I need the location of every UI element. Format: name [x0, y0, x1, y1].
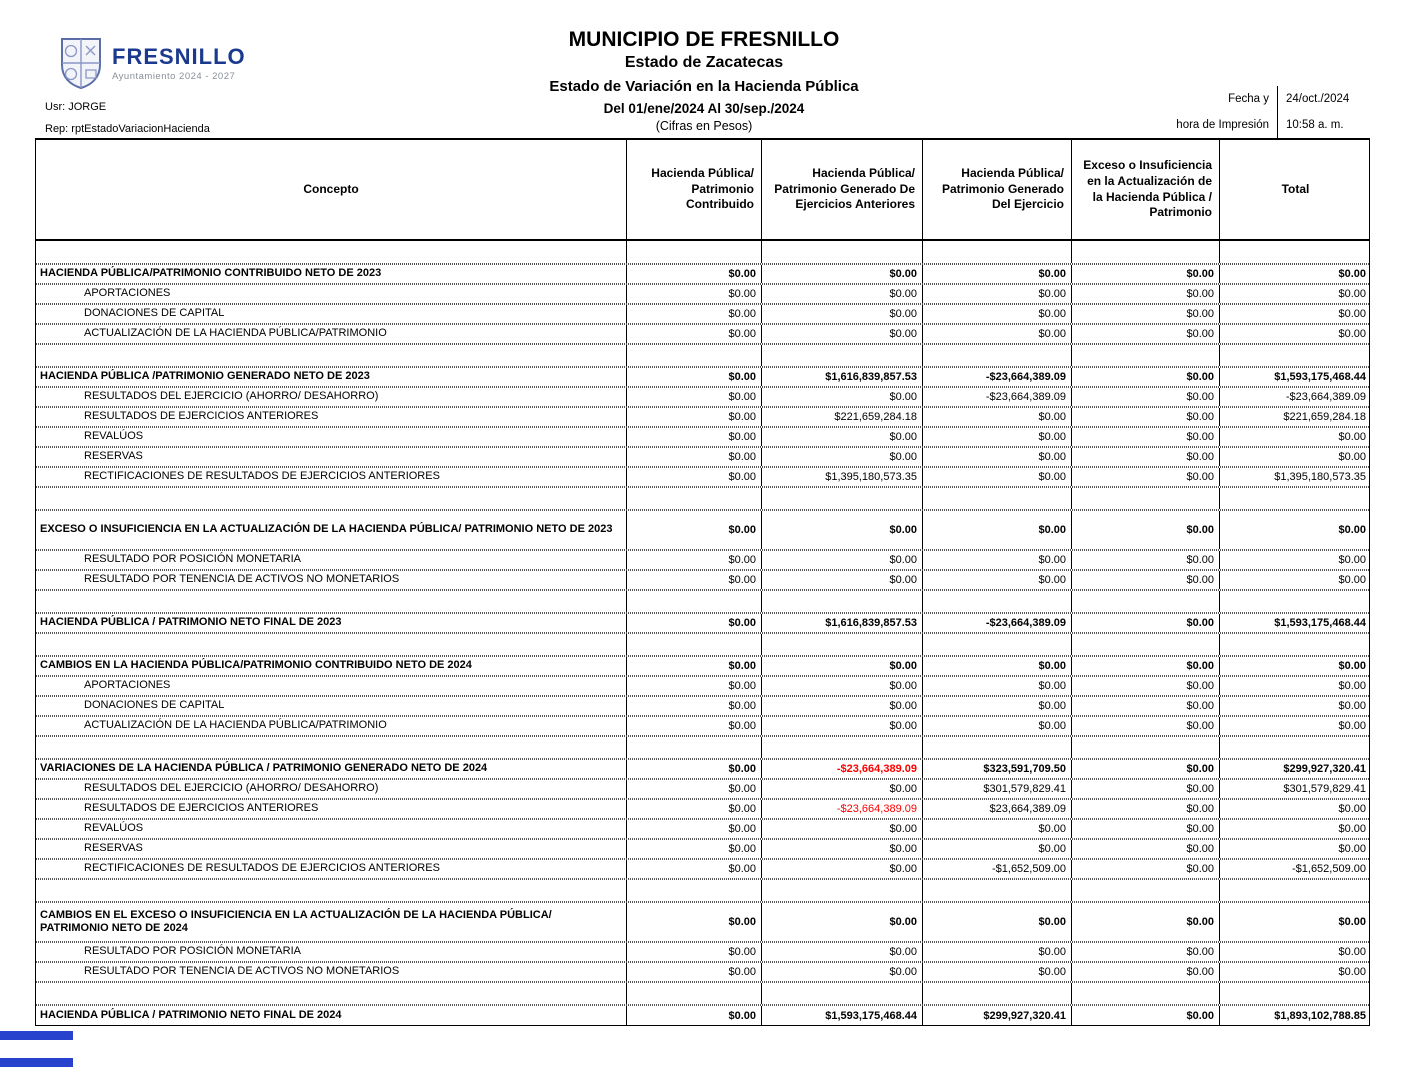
cell-value: [1219, 983, 1371, 1004]
spacer-row: [36, 487, 1369, 510]
cell-value: [761, 634, 922, 655]
table-row: [36, 367, 1369, 387]
spacer-row: [36, 736, 1369, 759]
cell-value: -$1,652,509.00: [1219, 860, 1371, 878]
cell-value: [1071, 591, 1219, 612]
row-label: RESULTADOS DEL EJERCICIO (AHORRO/ DESAHORRO): [84, 390, 379, 403]
logo-subtitle: Ayuntamiento 2024 - 2027: [112, 71, 236, 82]
cell-value: $0.00: [1071, 943, 1219, 961]
cell-value: $1,616,839,857.53: [761, 614, 922, 632]
report-subtitle: Estado de Variación en la Hacienda Pública: [549, 78, 859, 95]
table-row: [36, 447, 1369, 467]
footer-bar-decoration-2: [0, 1058, 73, 1067]
table-row: [36, 264, 1369, 284]
cell-value: $0.00: [1219, 840, 1371, 858]
cell-value: [761, 488, 922, 509]
page-title: MUNICIPIO DE FRESNILLO: [568, 28, 840, 51]
table-row: [36, 550, 1369, 570]
cell-value: $0.00: [626, 285, 761, 303]
cell-value: $0.00: [922, 468, 1071, 486]
row-label: [36, 488, 626, 509]
cell-value: $0.00: [761, 963, 922, 981]
row-label: HACIENDA PÚBLICA / PATRIMONIO NETO FINAL DE 2024: [40, 1008, 342, 1021]
table-row: [36, 613, 1369, 633]
logo-name: FRESNILLO: [112, 44, 246, 69]
print-info: [1176, 86, 1370, 138]
cell-value: $0.00: [1071, 697, 1219, 715]
logo-text: [112, 36, 246, 82]
cell-value: $0.00: [1219, 677, 1371, 695]
cell-value: [922, 983, 1071, 1004]
cell-value: $0.00: [761, 325, 922, 343]
cell-value: [922, 591, 1071, 612]
row-label: REVALÚOS: [84, 430, 144, 443]
cell-value: -$23,664,389.09: [922, 388, 1071, 406]
cell-value: $0.00: [626, 511, 761, 549]
cell-value: $0.00: [1071, 1006, 1219, 1025]
cell-value: $0.00: [1219, 697, 1371, 715]
row-label: [36, 634, 626, 655]
table-row: [36, 387, 1369, 407]
row-label: VARIACIONES DE LA HACIENDA PÚBLICA / PATRIMONIO GENERADO NETO DE 2024: [40, 762, 488, 775]
cell-value: $0.00: [922, 657, 1071, 675]
cell-value: $0.00: [626, 551, 761, 569]
cell-value: $0.00: [626, 657, 761, 675]
cell-value: $221,659,284.18: [761, 408, 922, 426]
print-time: 10:58 a. m.: [1286, 119, 1344, 131]
column-header-exceso: Exceso o Insuficiencia en la Actualización de la Hacienda Pública / Patrimonio: [1071, 140, 1219, 239]
cell-value: -$23,664,389.09: [761, 760, 922, 778]
cell-value: $1,593,175,468.44: [761, 1006, 922, 1025]
cell-value: $0.00: [922, 511, 1071, 549]
cell-value: -$23,664,389.09: [922, 368, 1071, 386]
footer-bar-decoration-1: [0, 1031, 73, 1040]
cell-value: [761, 591, 922, 612]
row-label: CAMBIOS EN LA HACIENDA PÚBLICA/PATRIMONIO CONTRIBUIDO NETO DE 2024: [40, 659, 472, 672]
row-label: HACIENDA PÚBLICA / PATRIMONIO NETO FINAL DE 2023: [40, 616, 342, 629]
cell-value: $0.00: [626, 448, 761, 466]
cell-value: $0.00: [626, 305, 761, 323]
cell-value: $0.00: [1071, 963, 1219, 981]
cell-value: $0.00: [1071, 408, 1219, 426]
cell-value: $0.00: [1071, 551, 1219, 569]
print-labels: [1176, 86, 1277, 138]
cell-value: $0.00: [1071, 325, 1219, 343]
row-label: ACTUALIZACIÓN DE LA HACIENDA PÚBLICA/PATRIMONIO: [84, 327, 387, 340]
cell-value: [626, 880, 761, 901]
row-label: HACIENDA PÚBLICA /PATRIMONIO GENERADO NETO DE 2023: [40, 370, 370, 383]
cell-value: [1219, 241, 1371, 263]
table-row: [36, 759, 1369, 779]
cell-value: $0.00: [1071, 657, 1219, 675]
cell-value: $0.00: [922, 943, 1071, 961]
cell-value: $0.00: [761, 677, 922, 695]
table-row: [36, 859, 1369, 879]
cell-value: $0.00: [922, 325, 1071, 343]
period-label: Del 01/ene/2024 Al 30/sep./2024: [603, 101, 805, 116]
cell-value: $0.00: [1219, 551, 1371, 569]
table-row: [36, 716, 1369, 736]
cell-value: [1071, 488, 1219, 509]
table-header-row: [36, 140, 1369, 241]
cell-value: $0.00: [1219, 448, 1371, 466]
cell-value: [761, 241, 922, 263]
cell-value: $0.00: [761, 511, 922, 549]
cell-value: [1071, 241, 1219, 263]
cell-value: $0.00: [922, 717, 1071, 735]
cell-value: $0.00: [1071, 840, 1219, 858]
cell-value: $1,593,175,468.44: [1219, 368, 1371, 386]
table-row: [36, 510, 1369, 550]
cell-value: [1071, 345, 1219, 366]
cell-value: $0.00: [1071, 428, 1219, 446]
cell-value: [922, 634, 1071, 655]
cell-value: $0.00: [1219, 657, 1371, 675]
cell-value: $0.00: [1071, 511, 1219, 549]
cell-value: [761, 345, 922, 366]
cell-value: [761, 737, 922, 758]
cell-value: $0.00: [761, 265, 922, 283]
row-label: RESULTADOS DE EJERCICIOS ANTERIORES: [84, 410, 319, 423]
row-label: RESULTADO POR TENENCIA DE ACTIVOS NO MONETARIOS: [84, 965, 400, 978]
report-id-line: Rep: rptEstadoVariacionHacienda: [45, 123, 210, 135]
cell-value: $0.00: [761, 840, 922, 858]
cell-value: $0.00: [1071, 903, 1219, 941]
row-label: DONACIONES DE CAPITAL: [84, 699, 225, 712]
cell-value: $0.00: [1219, 717, 1371, 735]
cell-value: $0.00: [626, 800, 761, 818]
cell-value: $1,395,180,573.35: [1219, 468, 1371, 486]
print-date: 24/oct./2024: [1286, 93, 1350, 105]
table-row: [36, 902, 1369, 942]
cell-value: $0.00: [922, 448, 1071, 466]
cell-value: $0.00: [1071, 571, 1219, 589]
cell-value: [761, 880, 922, 901]
cell-value: $0.00: [761, 428, 922, 446]
cell-value: [1071, 737, 1219, 758]
cell-value: $0.00: [1219, 305, 1371, 323]
cell-value: [1219, 488, 1371, 509]
cell-value: $0.00: [626, 325, 761, 343]
column-header-contribuido: Hacienda Pública/ Patrimonio Contribuido: [626, 140, 761, 239]
cell-value: $0.00: [626, 428, 761, 446]
cell-value: [1219, 591, 1371, 612]
table-row: [36, 284, 1369, 304]
table-row: [36, 324, 1369, 344]
cell-value: $0.00: [1219, 800, 1371, 818]
row-label: [36, 737, 626, 758]
cell-value: $0.00: [922, 551, 1071, 569]
cell-value: $0.00: [1071, 285, 1219, 303]
cell-value: [1219, 634, 1371, 655]
row-label: ACTUALIZACIÓN DE LA HACIENDA PÚBLICA/PATRIMONIO: [84, 719, 387, 732]
row-label: RESULTADOS DE EJERCICIOS ANTERIORES: [84, 802, 319, 815]
cell-value: $0.00: [761, 697, 922, 715]
row-label: CAMBIOS EN EL EXCESO O INSUFICIENCIA EN LA ACTUALIZACIÓN DE LA HACIENDA PÚBLICA/ PATRIMONIO NETO DE 2024: [40, 908, 552, 934]
cell-value: [626, 983, 761, 1004]
state-subtitle: Estado de Zacatecas: [624, 54, 784, 71]
spacer-row: [36, 344, 1369, 367]
cell-value: $0.00: [1071, 468, 1219, 486]
spacer-row: [36, 590, 1369, 613]
cell-value: $0.00: [1071, 448, 1219, 466]
cell-value: $0.00: [626, 717, 761, 735]
cell-value: $0.00: [922, 903, 1071, 941]
column-header-generado-anteriores: Hacienda Pública/ Patrimonio Generado De Ejercicios Anteriores: [761, 140, 922, 239]
cell-value: $0.00: [626, 780, 761, 798]
table-row: [36, 304, 1369, 324]
row-label: DONACIONES DE CAPITAL: [84, 307, 225, 320]
cell-value: $0.00: [1071, 305, 1219, 323]
cell-value: $0.00: [1071, 614, 1219, 632]
spacer-row: [36, 633, 1369, 656]
cell-value: [922, 880, 1071, 901]
row-label: HACIENDA PÚBLICA/PATRIMONIO CONTRIBUIDO NETO DE 2023: [40, 267, 382, 280]
cell-value: $0.00: [1219, 943, 1371, 961]
row-label: RESERVAS: [84, 842, 143, 855]
cell-value: [1071, 634, 1219, 655]
cell-value: [626, 591, 761, 612]
cell-value: $299,927,320.41: [922, 1006, 1071, 1025]
cell-value: $0.00: [626, 860, 761, 878]
cell-value: $0.00: [626, 943, 761, 961]
cell-value: $0.00: [1219, 903, 1371, 941]
cell-value: [626, 345, 761, 366]
table-row: [36, 819, 1369, 839]
cell-value: [1071, 880, 1219, 901]
table-row: [36, 799, 1369, 819]
row-label: RESERVAS: [84, 450, 143, 463]
table-body: [36, 241, 1369, 1025]
cell-value: $0.00: [922, 305, 1071, 323]
cell-value: -$23,664,389.09: [922, 614, 1071, 632]
cell-value: $0.00: [761, 717, 922, 735]
table-row: [36, 570, 1369, 590]
cell-value: $0.00: [626, 963, 761, 981]
cell-value: $0.00: [626, 840, 761, 858]
cell-value: $0.00: [626, 614, 761, 632]
print-values: [1278, 86, 1370, 138]
table-row: [36, 427, 1369, 447]
units-label: (Cifras en Pesos): [655, 119, 753, 133]
cell-value: $0.00: [761, 388, 922, 406]
cell-value: $0.00: [1219, 285, 1371, 303]
cell-value: $0.00: [626, 820, 761, 838]
row-label: RESULTADO POR TENENCIA DE ACTIVOS NO MONETARIOS: [84, 573, 400, 586]
cell-value: $0.00: [1219, 820, 1371, 838]
cell-value: $0.00: [922, 285, 1071, 303]
table-row: [36, 676, 1369, 696]
cell-value: -$23,664,389.09: [761, 800, 922, 818]
cell-value: $301,579,829.41: [922, 780, 1071, 798]
cell-value: $0.00: [1219, 571, 1371, 589]
cell-value: $0.00: [761, 780, 922, 798]
row-label: [36, 880, 626, 901]
cell-value: $0.00: [1219, 325, 1371, 343]
cell-value: $0.00: [1071, 860, 1219, 878]
cell-value: $301,579,829.41: [1219, 780, 1371, 798]
row-label: EXCESO O INSUFICIENCIA EN LA ACTUALIZACIÓN DE LA HACIENDA PÚBLICA/ PATRIMONIO NETO DE 2023: [40, 523, 613, 536]
row-label: [36, 345, 626, 366]
table-row: [36, 779, 1369, 799]
cell-value: $0.00: [922, 963, 1071, 981]
row-label: RECTIFICACIONES DE RESULTADOS DE EJERCICIOS ANTERIORES: [84, 862, 440, 875]
shield-crest-icon: [58, 36, 104, 95]
user-line: Usr: JORGE: [45, 101, 107, 113]
cell-value: $0.00: [626, 697, 761, 715]
cell-value: $0.00: [626, 468, 761, 486]
cell-value: $0.00: [761, 448, 922, 466]
cell-value: $0.00: [626, 1006, 761, 1025]
cell-value: $0.00: [922, 265, 1071, 283]
spacer-row: [36, 879, 1369, 902]
cell-value: $23,664,389.09: [922, 800, 1071, 818]
cell-value: [626, 488, 761, 509]
cell-value: $0.00: [1071, 388, 1219, 406]
cell-value: $0.00: [626, 265, 761, 283]
table-row: [36, 696, 1369, 716]
cell-value: $323,591,709.50: [922, 760, 1071, 778]
cell-value: $0.00: [1219, 963, 1371, 981]
cell-value: $1,616,839,857.53: [761, 368, 922, 386]
cell-value: [922, 737, 1071, 758]
row-label: [36, 241, 626, 263]
cell-value: $0.00: [626, 903, 761, 941]
cell-value: $221,659,284.18: [1219, 408, 1371, 426]
row-label: [36, 983, 626, 1004]
cell-value: $0.00: [922, 677, 1071, 695]
cell-value: [761, 983, 922, 1004]
cell-value: [1219, 737, 1371, 758]
cell-value: $0.00: [1219, 428, 1371, 446]
cell-value: $0.00: [761, 943, 922, 961]
spacer-row: [36, 982, 1369, 1005]
cell-value: $0.00: [1219, 265, 1371, 283]
cell-value: [922, 488, 1071, 509]
cell-value: $0.00: [761, 571, 922, 589]
table-row: [36, 656, 1369, 676]
cell-value: $0.00: [626, 388, 761, 406]
print-label-line2: hora de Impresión: [1176, 119, 1269, 131]
cell-value: $0.00: [922, 840, 1071, 858]
municipality-logo: [58, 36, 246, 95]
cell-value: $0.00: [761, 820, 922, 838]
column-header-total: Total: [1219, 140, 1371, 239]
cell-value: $0.00: [922, 428, 1071, 446]
cell-value: $0.00: [1071, 820, 1219, 838]
table-row: [36, 839, 1369, 859]
cell-value: $0.00: [626, 368, 761, 386]
cell-value: $0.00: [1071, 760, 1219, 778]
table-row: [36, 407, 1369, 427]
cell-value: $0.00: [626, 408, 761, 426]
cell-value: [1219, 880, 1371, 901]
cell-value: $0.00: [761, 305, 922, 323]
cell-value: $1,593,175,468.44: [1219, 614, 1371, 632]
table-row: [36, 1005, 1369, 1025]
table-row: [36, 942, 1369, 962]
cell-value: [1071, 983, 1219, 1004]
cell-value: $0.00: [1071, 800, 1219, 818]
row-label: APORTACIONES: [84, 679, 171, 692]
cell-value: $0.00: [761, 860, 922, 878]
cell-value: $0.00: [922, 571, 1071, 589]
cell-value: -$1,652,509.00: [922, 860, 1071, 878]
cell-value: $0.00: [626, 571, 761, 589]
row-label: RESULTADO POR POSICIÓN MONETARIA: [84, 945, 301, 958]
column-header-generado-ejercicio: Hacienda Pública/ Patrimonio Generado Del Ejercicio: [922, 140, 1071, 239]
cell-value: [922, 345, 1071, 366]
print-label-line1: Fecha y: [1228, 93, 1269, 105]
cell-value: -$23,664,389.09: [1219, 388, 1371, 406]
cell-value: $0.00: [1071, 677, 1219, 695]
cell-value: $0.00: [761, 551, 922, 569]
row-label: [36, 591, 626, 612]
report-meta: [45, 96, 210, 140]
table-row: [36, 962, 1369, 982]
cell-value: $0.00: [922, 408, 1071, 426]
cell-value: $0.00: [1071, 368, 1219, 386]
cell-value: $0.00: [1071, 265, 1219, 283]
row-label: RESULTADO POR POSICIÓN MONETARIA: [84, 553, 301, 566]
cell-value: $0.00: [1071, 717, 1219, 735]
row-label: RESULTADOS DEL EJERCICIO (AHORRO/ DESAHORRO): [84, 782, 379, 795]
cell-value: [922, 241, 1071, 263]
cell-value: [626, 241, 761, 263]
cell-value: $0.00: [761, 903, 922, 941]
variation-table: [35, 138, 1370, 1026]
cell-value: $0.00: [922, 820, 1071, 838]
cell-value: $1,893,102,788.85: [1219, 1006, 1371, 1025]
cell-value: $0.00: [1071, 780, 1219, 798]
cell-value: $0.00: [761, 657, 922, 675]
row-label: REVALÚOS: [84, 822, 144, 835]
row-label: APORTACIONES: [84, 287, 171, 300]
cell-value: [626, 737, 761, 758]
cell-value: $299,927,320.41: [1219, 760, 1371, 778]
cell-value: [1219, 345, 1371, 366]
cell-value: $0.00: [1219, 511, 1371, 549]
row-label: RECTIFICACIONES DE RESULTADOS DE EJERCICIOS ANTERIORES: [84, 470, 440, 483]
cell-value: $0.00: [626, 760, 761, 778]
cell-value: $1,395,180,573.35: [761, 468, 922, 486]
cell-value: $0.00: [761, 285, 922, 303]
cell-value: $0.00: [626, 677, 761, 695]
cell-value: [626, 634, 761, 655]
spacer-row: [36, 241, 1369, 264]
cell-value: $0.00: [922, 697, 1071, 715]
table-row: [36, 467, 1369, 487]
column-header-concepto: Concepto: [303, 181, 359, 196]
report-titles: [354, 28, 1054, 133]
